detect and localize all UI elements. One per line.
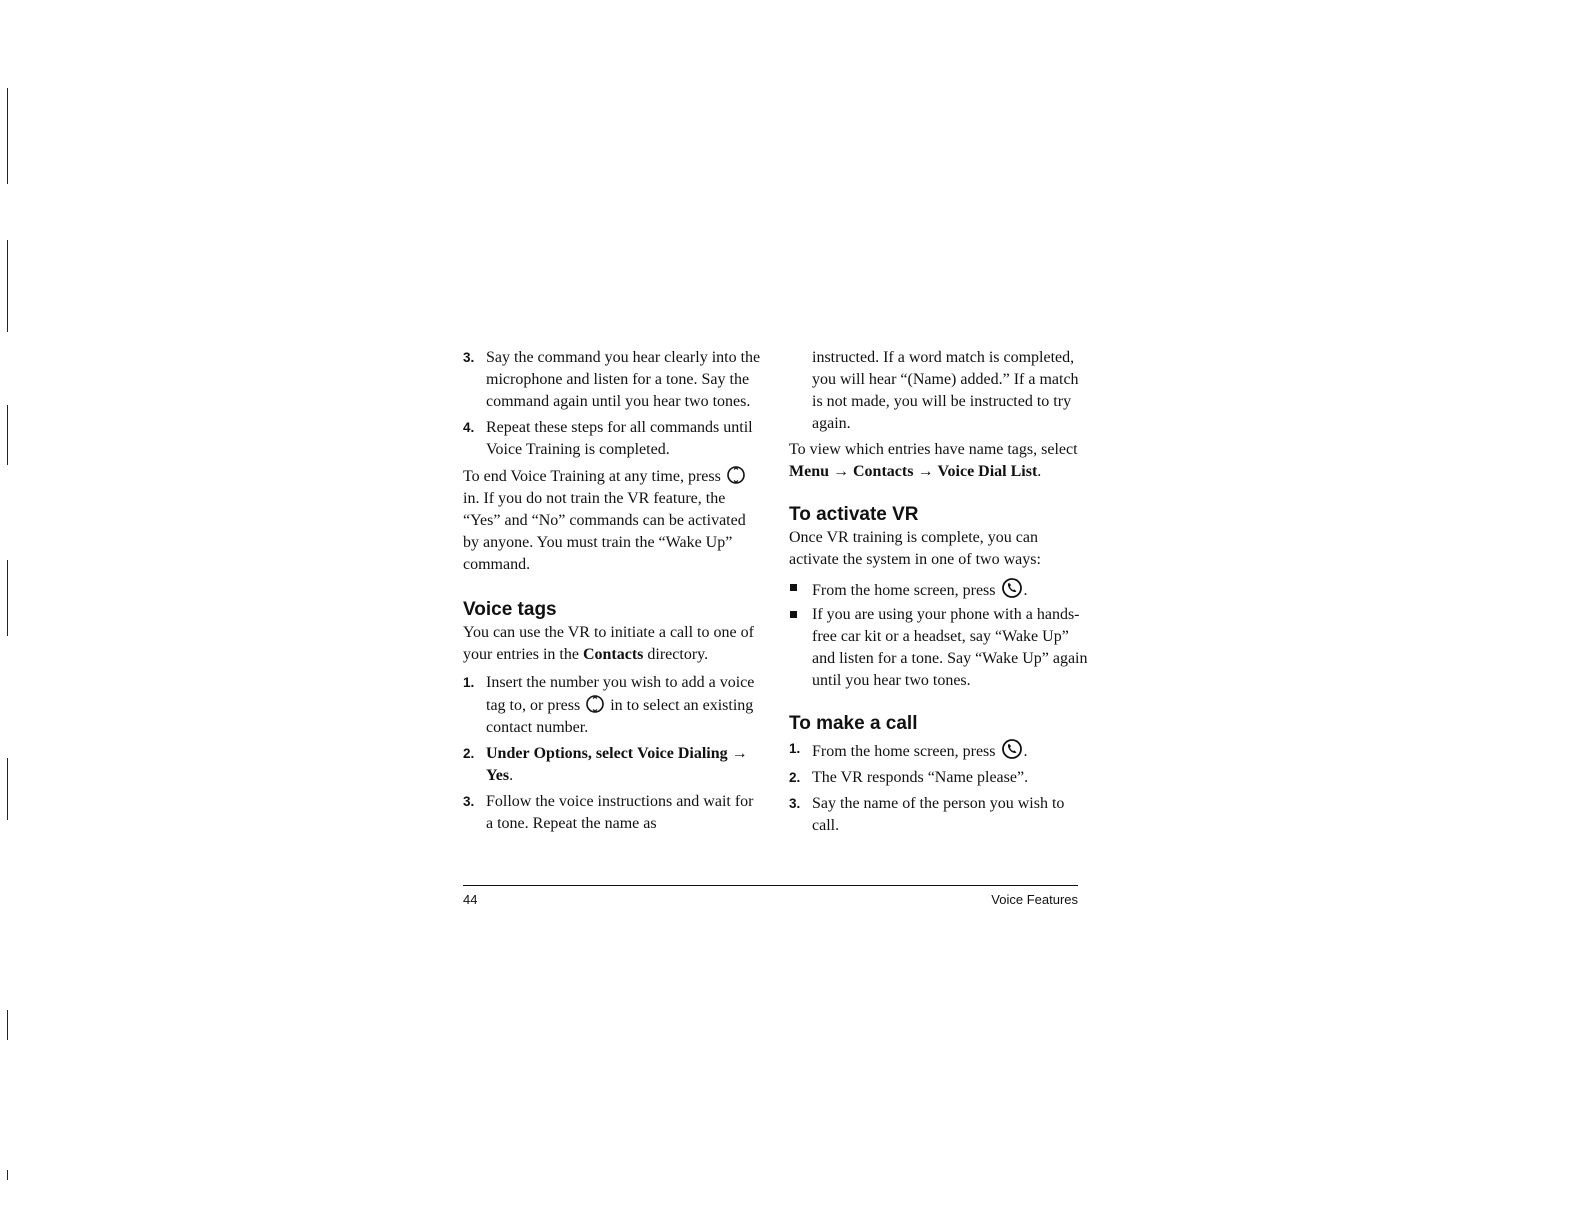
step-number: 3. [463,794,475,809]
arrow-glyph: → [731,745,748,762]
bullet-item [789,577,1089,602]
voice-tag-step-3-continued: instructed. If a word match is completed, you will hear “(Name) added.” If a match is not made, you will be instructed to try again. [812,349,1079,432]
view-text: To view which entries have name tags, select [789,441,1078,458]
end-training-paragraph [463,465,763,576]
step-text: Repeat these steps for all commands until Voice Training is completed. [486,419,753,458]
step-number: 2. [789,770,801,785]
voice-dialing-term: Voice Dialing [637,745,728,762]
step-text: Under [486,745,530,762]
training-step-4 [463,417,763,461]
voice-tags-paragraph [463,622,763,666]
step-number: 1. [789,741,801,756]
step-text-end: . [1023,743,1028,760]
voice-tags-text: You can use the VR to initiate a call to one of your entries in the [463,624,754,663]
menu-term: Menu [789,463,829,480]
view-text-end: . [1037,463,1042,480]
bullet-square [790,584,797,591]
right-column [789,347,1089,841]
voice-tag-step-3 [463,791,763,835]
bullet-item [789,604,1089,692]
end-training-text-cont: in. If you do not train the VR feature, the “Yes” and “No” commands can be activated by anyone. You must train the “Wake Up” command. [463,490,746,573]
step-text-cont: in to select an existing contact number. [486,697,754,736]
arrow-glyph: → [833,463,849,480]
scan-edge-mark [7,758,8,820]
page-number: 44 [463,892,478,907]
bullet-square [790,611,797,618]
step-number: 1. [463,675,475,690]
talk-key-icon [1001,738,1023,760]
activate-vr-paragraph: Once VR training is complete, you can activate the system in one of two ways: [789,529,1041,568]
options-term: Options [533,745,588,762]
step-text: Say the command you hear clearly into the microphone and listen for a tone. Say the command again until you hear two tones. [486,349,761,410]
step-text: , select [587,745,634,762]
step-text: From the home screen, press [812,743,996,760]
end-training-text: To end Voice Training at any time, press [463,468,721,485]
scan-edge-mark [7,240,8,332]
bullet-text: If you are using your phone with a hands-free car kit or a headset, say “Wake Up” and listen for a tone. Say “Wake Up” again until you hear two tones. [812,606,1088,689]
activate-vr-heading: To activate VR [789,504,919,525]
bullet-text-end: . [1023,582,1028,599]
voice-tag-step-1 [463,672,763,739]
scan-edge-mark [7,560,8,636]
yes-term: Yes [486,767,510,784]
make-call-heading: To make a call [789,713,918,734]
scan-edge-mark [7,1010,8,1040]
step-text: Insert the number you wish to add a voice tag to, or press [486,674,755,714]
contacts-term: Contacts [582,646,644,663]
voice-tags-text-end: directory. [647,646,709,663]
step-text: The VR responds “Name please”. [812,769,1029,786]
call-step-3 [789,793,1089,837]
training-step-3 [463,347,763,413]
scan-edge-mark [7,88,8,184]
bullet-text: From the home screen, press [812,582,996,599]
talk-key-icon [1001,577,1023,599]
step-text: Say the name of the person you wish to call. [812,795,1065,834]
arrow-glyph: → [917,463,934,480]
navigation-key-icon [726,465,746,485]
scan-edge-mark [7,405,8,465]
voice-tags-heading: Voice tags [463,599,557,620]
step-number: 3. [463,350,475,365]
step-number: 4. [463,420,475,435]
step-text-end: . [509,767,514,784]
navigation-key-icon [585,694,605,714]
call-step-1 [789,738,1089,763]
step-text: Follow the voice instructions and wait for a tone. Repeat the name as [486,793,754,832]
voice-tag-step-2 [463,743,763,787]
footer-rule [463,885,1078,886]
call-step-2 [789,767,1089,789]
section-title: Voice Features [991,892,1078,907]
step-number: 3. [789,796,801,811]
voice-dial-list-term: Voice Dial List [937,463,1038,480]
view-entries-paragraph [789,439,1089,483]
step-number: 2. [463,746,475,761]
scan-edge-mark [7,1170,8,1180]
left-column [463,347,763,839]
contacts-term: Contacts [853,463,914,480]
